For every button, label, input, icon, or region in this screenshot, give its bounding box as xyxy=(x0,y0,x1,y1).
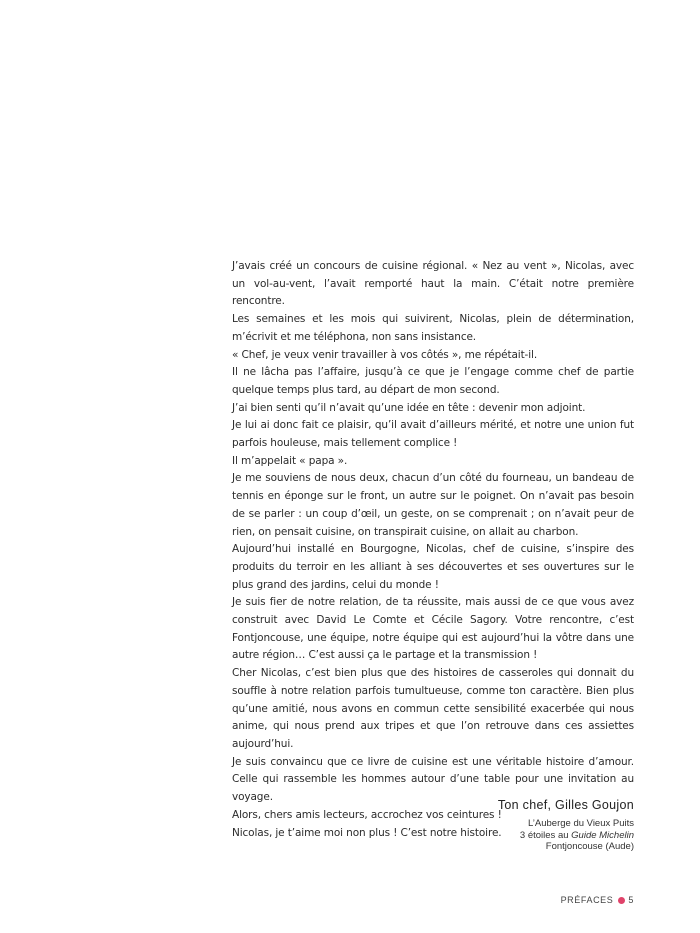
signature-stars xyxy=(498,830,634,842)
stars-guide: Guide Michelin xyxy=(571,829,634,841)
paragraph: J’avais créé un concours de cuisine régional. « Nez au vent », Nicolas, avec un vol-au-vent, l’avait remporté haut la main. C’était notre première rencontre. xyxy=(232,260,634,308)
bullet-icon xyxy=(618,897,625,904)
signature-block xyxy=(498,798,634,853)
paragraph: Il m’appelait « papa ». xyxy=(232,454,348,467)
signature-restaurant: L’Auberge du Vieux Puits xyxy=(528,818,634,829)
paragraph: J’ai bien senti qu’il n’avait qu’une idée en tête : devenir mon adjoint. xyxy=(232,401,586,414)
paragraph: Nicolas, je t’aime moi non plus ! C’est notre histoire. xyxy=(232,826,502,839)
paragraph: Je suis convaincu que ce livre de cuisine est une véritable histoire d’amour. Celle qui rassemble les hommes autour d’une table pour une invitation au voyage. xyxy=(232,755,634,804)
paragraph: Aujourd’hui installé en Bourgogne, Nicolas, chef de cuisine, s’inspire des produits du terroir en les alliant à ses découvertes et ses ouvertures sur le plus grand des jardins, celui du monde ! xyxy=(232,543,634,591)
paragraph: Les semaines et les mois qui suivirent, Nicolas, plein de détermination, m’écrivit et me téléphona, non sans insistance. xyxy=(232,313,634,343)
paragraph: Je lui ai donc fait ce plaisir, qu’il avait d’ailleurs mérité, et notre une union fut parfois houleuse, mais tellement complice ! xyxy=(232,419,634,450)
paragraph: Alors, chers amis lecteurs, accrochez vos ceintures ! xyxy=(232,808,502,821)
page-number: 5 xyxy=(628,895,634,905)
page-footer xyxy=(561,895,634,905)
stars-prefix: 3 étoiles au xyxy=(519,829,572,841)
signature-location: Fontjoncouse (Aude) xyxy=(545,841,634,852)
section-title: PRÉFACES xyxy=(560,895,614,905)
paragraph: « Chef, je veux venir travailler à vos côtés », me répétait-il. xyxy=(232,348,538,361)
paragraph: Je suis fier de notre relation, de ta réussite, mais aussi de ce que vous avez construit avec David Le Comte et Cécile Sagory. Votre rencontre, c’est Fontjoncouse, une équipe, notre équipe qui est aujourd’hui la vôtre dans une autre région… C’est aussi ça le partage et la transmission ! xyxy=(232,596,634,662)
paragraph: Cher Nicolas, c’est bien plus que des histoires de casseroles qui donnait du souffle à notre relation parfois tumultueuse, comme ton caractère. Bien plus qu’une amitié, nous avons en commun cette sensibilité exacerbée qui nous anime, qui nous prend aux tripes et que l’on retrouve dans ces assiettes aujourd’hui. xyxy=(232,667,634,750)
preface-body xyxy=(232,258,634,842)
paragraph: Il ne lâcha pas l’affaire, jusqu’à ce que je l’engage comme chef de partie quelque temps plus tard, au départ de mon second. xyxy=(232,366,634,396)
paragraph: Je me souviens de nous deux, chacun d’un côté du fourneau, un bandeau de tennis en éponge sur le front, un autre sur le poignet. On n’avait pas besoin de se parler : un coup d’œil, un geste, on se comprenait ; on n’avait peur de rien, on pensait cuisine, on transpirait cuisine, on allait au charbon. xyxy=(232,472,634,538)
signature-name: Ton chef, Gilles Goujon xyxy=(497,798,634,812)
